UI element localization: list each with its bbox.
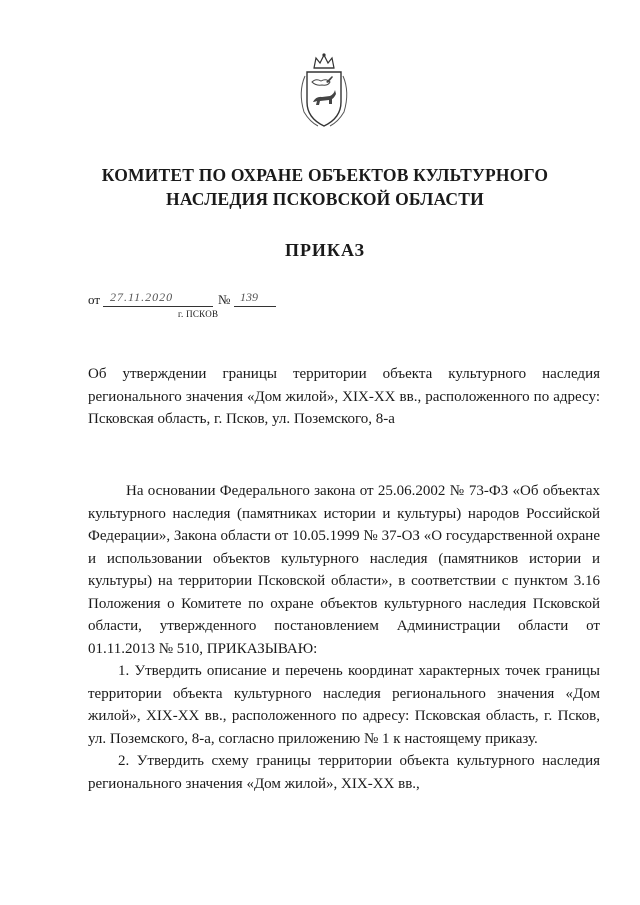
organization-name-line-1: КОМИТЕТ ПО ОХРАНЕ ОБЪЕКТОВ КУЛЬТУРНОГО xyxy=(101,165,549,185)
order-subject: Об утверждении границы территории объекта культурного наследия регионального значения «Дом жилой», XIX-XX вв., расположенного по адресу: Псковская область, г. Псков, ул. Поземского, 8-а xyxy=(88,366,600,427)
order-body xyxy=(88,480,600,795)
organization-name-line-2: НАСЛЕДИЯ ПСКОВСКОЙ ОБЛАСТИ xyxy=(166,189,484,209)
date-underline xyxy=(103,306,213,307)
order-item-2: 2. Утвердить схему границы территории объекта культурного наследия регионального значения «Дом жилой», XIX-XX вв., xyxy=(88,753,600,792)
number-label: № xyxy=(218,292,231,307)
coat-of-arms-icon xyxy=(296,52,352,130)
order-item-1: 1. Утвердить описание и перечень координат характерных точек границы территории объекта культурного наследия регионального значения «Дом жилой», XIX-XX вв., расположенного по адресу: Псковская область, г. Псков, ул. Поземского, 8-а, согласно приложению № 1 к настоящему приказу. xyxy=(88,663,600,747)
preamble-paragraph: На основании Федерального закона от 25.06.2002 № 73-ФЗ «Об объектах культурного наследия (памятниках истории и культуры) народов Российской Федерации», Закона области от 10.05.1999 № 37-ОЗ «О государственной охране и использовании объектов культурного наследия (памятников истории и культуры) на территории Псковской области», в соответствии с пунктом 3.16 Положения о Комитете по охране объектов культурного наследия Псковской области, утвержденного постановлением Администрации области от 01.11.2013 № 510, ПРИКАЗЫВАЮ: xyxy=(88,483,600,657)
city-caption: г. ПСКОВ xyxy=(178,309,219,319)
document-type-title: ПРИКАЗ xyxy=(284,240,366,260)
number-underline xyxy=(234,306,276,307)
date-label: от xyxy=(88,292,101,307)
handwritten-number: 139 xyxy=(240,290,258,304)
handwritten-date: 27.11.2020 xyxy=(110,290,174,304)
